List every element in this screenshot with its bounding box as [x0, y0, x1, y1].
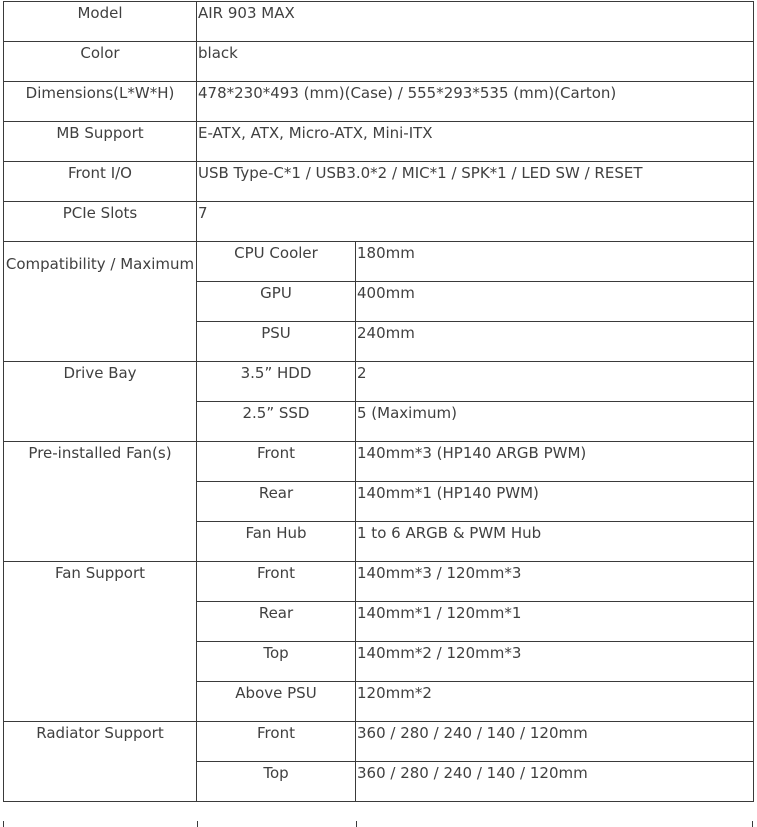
spec-sub-ssd: 2.5” SSD — [197, 402, 356, 442]
spec-sub-fan-rear: Rear — [197, 602, 356, 642]
table-row — [4, 162, 754, 202]
spec-label-model: Model — [4, 2, 197, 42]
spec-sub-fan-hub: Fan Hub — [197, 522, 356, 562]
spec-label-preinstalled-fans: Pre-installed Fan(s) — [4, 442, 197, 562]
spec-value-preinstalled-rear: 140mm*1 (HP140 PWM) — [356, 482, 754, 522]
spec-label-dimensions: Dimensions(L*W*H) — [4, 82, 197, 122]
table-row — [4, 242, 754, 282]
spec-label-pcie-slots: PCIe Slots — [4, 202, 197, 242]
table-continuation — [3, 821, 753, 827]
spec-value-model: AIR 903 MAX — [197, 2, 754, 42]
spec-value-ssd: 5 (Maximum) — [356, 402, 754, 442]
spec-label-mb-support: MB Support — [4, 122, 197, 162]
spec-sub-preinstalled-front: Front — [197, 442, 356, 482]
spec-value-hdd: 2 — [356, 362, 754, 402]
spec-value-mb-support: E-ATX, ATX, Micro-ATX, Mini-ITX — [197, 122, 754, 162]
spec-value-cpu-cooler: 180mm — [356, 242, 754, 282]
column-divider — [197, 821, 198, 827]
spec-value-gpu: 400mm — [356, 282, 754, 322]
column-divider — [752, 821, 753, 827]
spec-label-color: Color — [4, 42, 197, 82]
spec-table — [3, 1, 754, 802]
spec-value-psu: 240mm — [356, 322, 754, 362]
spec-value-preinstalled-front: 140mm*3 (HP140 ARGB PWM) — [356, 442, 754, 482]
column-divider — [356, 821, 357, 827]
table-row — [4, 442, 754, 482]
spec-label-drive-bay: Drive Bay — [4, 362, 197, 442]
table-row — [4, 122, 754, 162]
spec-sub-fan-front: Front — [197, 562, 356, 602]
spec-value-pcie-slots: 7 — [197, 202, 754, 242]
table-row — [4, 362, 754, 402]
table-row — [4, 42, 754, 82]
spec-value-dimensions: 478*230*493 (mm)(Case) / 555*293*535 (mm)(Carton) — [197, 82, 754, 122]
spec-sub-gpu: GPU — [197, 282, 356, 322]
spec-value-radiator-front: 360 / 280 / 240 / 140 / 120mm — [356, 722, 754, 762]
spec-label-radiator-support: Radiator Support — [4, 722, 197, 802]
spec-value-fan-above-psu: 120mm*2 — [356, 682, 754, 722]
table-row — [4, 202, 754, 242]
spec-label-fan-support: Fan Support — [4, 562, 197, 722]
spec-sub-fan-above-psu: Above PSU — [197, 682, 356, 722]
spec-sub-preinstalled-rear: Rear — [197, 482, 356, 522]
spec-sub-radiator-front: Front — [197, 722, 356, 762]
spec-sub-psu: PSU — [197, 322, 356, 362]
table-row — [4, 722, 754, 762]
spec-sub-radiator-top: Top — [197, 762, 356, 802]
spec-sub-cpu-cooler: CPU Cooler — [197, 242, 356, 282]
spec-value-radiator-top: 360 / 280 / 240 / 140 / 120mm — [356, 762, 754, 802]
spec-value-fan-front: 140mm*3 / 120mm*3 — [356, 562, 754, 602]
spec-value-front-io: USB Type-C*1 / USB3.0*2 / MIC*1 / SPK*1 / LED SW / RESET — [197, 162, 754, 202]
table-row — [4, 562, 754, 602]
spec-value-fan-hub: 1 to 6 ARGB & PWM Hub — [356, 522, 754, 562]
spec-value-fan-rear: 140mm*1 / 120mm*1 — [356, 602, 754, 642]
spec-sub-hdd: 3.5” HDD — [197, 362, 356, 402]
spec-sub-fan-top: Top — [197, 642, 356, 682]
spec-label-front-io: Front I/O — [4, 162, 197, 202]
spec-label-compatibility: Compatibility / Maximum — [4, 242, 197, 362]
table-row — [4, 82, 754, 122]
table-row — [4, 2, 754, 42]
spec-value-fan-top: 140mm*2 / 120mm*3 — [356, 642, 754, 682]
spec-value-color: black — [197, 42, 754, 82]
